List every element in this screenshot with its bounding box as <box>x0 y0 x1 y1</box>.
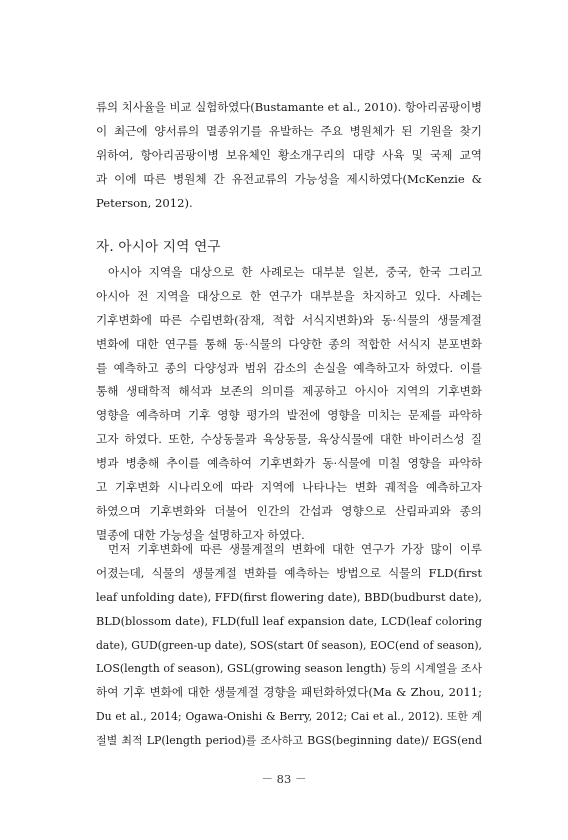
paragraph-2 <box>96 261 482 548</box>
text-line: 고자 하였다. 또한, 수상동물과 육상동물, 육상식물에 대한 바이러스성 질 <box>96 432 482 447</box>
text-line: Peterson, 2012). <box>96 195 193 210</box>
text-line: 절별 최적 LP(length period)를 조사하고 BGS(beginning date)/ EGS(end <box>96 734 482 748</box>
text-line: LOS(length of season), GSL(growing season length) 등의 시계열을 조사 <box>96 662 482 676</box>
text-line: 아시아 지역을 대상으로 한 사례로는 대부분 일본, 중국, 한국 그리고 <box>108 265 482 279</box>
text-line: 멸종에 대한 가능성을 설명하고자 하였다. <box>96 527 305 542</box>
paragraph-3 <box>96 538 482 753</box>
page-number: － 83 － <box>261 772 307 786</box>
text-line: 변화에 대한 연구를 통해 동·식물의 다양한 종의 적합한 서식지 분포변화 <box>96 336 482 351</box>
text-line: 위하여, 항아리곰팡이병 보유체인 황소개구리의 대량 사육 및 국제 교역 <box>96 147 482 162</box>
text-line: 통해 생태학적 해석과 보존의 의미를 제공하고 아시아 지역의 기후변화 <box>96 384 482 399</box>
text-line: 하여 기후 변화에 대한 생물계절 경향을 패턴화하였다(Ma & Zhou, 2011; <box>96 685 482 700</box>
text-line: 이 최근에 양서류의 멸종위기를 유발하는 주요 병원체가 된 기원을 찾기 <box>96 123 482 138</box>
text-line: 병과 병충해 추이를 예측하여 기후변화가 동·식물에 미칠 영향을 파악하 <box>96 456 482 471</box>
text-line: 하였으며 기후변화와 더불어 인간의 간섭과 영향으로 산림파괴와 종의 <box>96 503 482 518</box>
paragraph-1 <box>96 96 482 215</box>
text-line: 아시아 전 지역을 대상으로 한 연구가 대부분을 차지하고 있다. 사례는 <box>96 288 482 303</box>
text-line: 류의 치사율을 비교 실험하였다(Bustamante et al., 2010). 항아리곰팡이병 <box>96 100 482 114</box>
text-line: BLD(blossom date), FLD(full leaf expansion date, LCD(leaf coloring <box>96 614 482 628</box>
text-line: 과 이에 따른 병원체 간 유전교류의 가능성을 제시하였다(McKenzie & <box>96 171 482 186</box>
text-line: date), GUD(green-up date), SOS(start 0f season), EOC(end of season), <box>96 638 482 652</box>
section-heading: 자. 아시아 지역 연구 <box>96 239 221 255</box>
text-line: leaf unfolding date), FFD(first flowering date), BBD(budburst date), <box>96 590 482 604</box>
text-line: 기후변화에 따른 수림변화(잠재, 적합 서식지변화)와 동·식물의 생물계절 <box>96 312 482 327</box>
text-line: Du et al., 2014; Ogawa-Onishi & Berry, 2012; Cai et al., 2012). 또한 계 <box>96 710 482 724</box>
text-line: 영향을 예측하며 기후 영향 평가의 발전에 영향을 미치는 문제를 파악하 <box>96 408 482 423</box>
text-line: 어졌는데, 식물의 생물계절 변화를 예측하는 방법으로 식물의 FLD(first <box>96 565 482 580</box>
text-line: 를 예측하고 종의 다양성과 범위 감소의 손실을 예측하고자 하였다. 이를 <box>96 360 482 375</box>
text-line: 먼저 기후변화에 따른 생물계절의 변화에 대한 연구가 가장 많이 이루 <box>108 542 482 556</box>
text-line: 고 기후변화 시나리오에 따라 지역에 나타나는 변화 궤적을 예측하고자 <box>96 480 482 495</box>
